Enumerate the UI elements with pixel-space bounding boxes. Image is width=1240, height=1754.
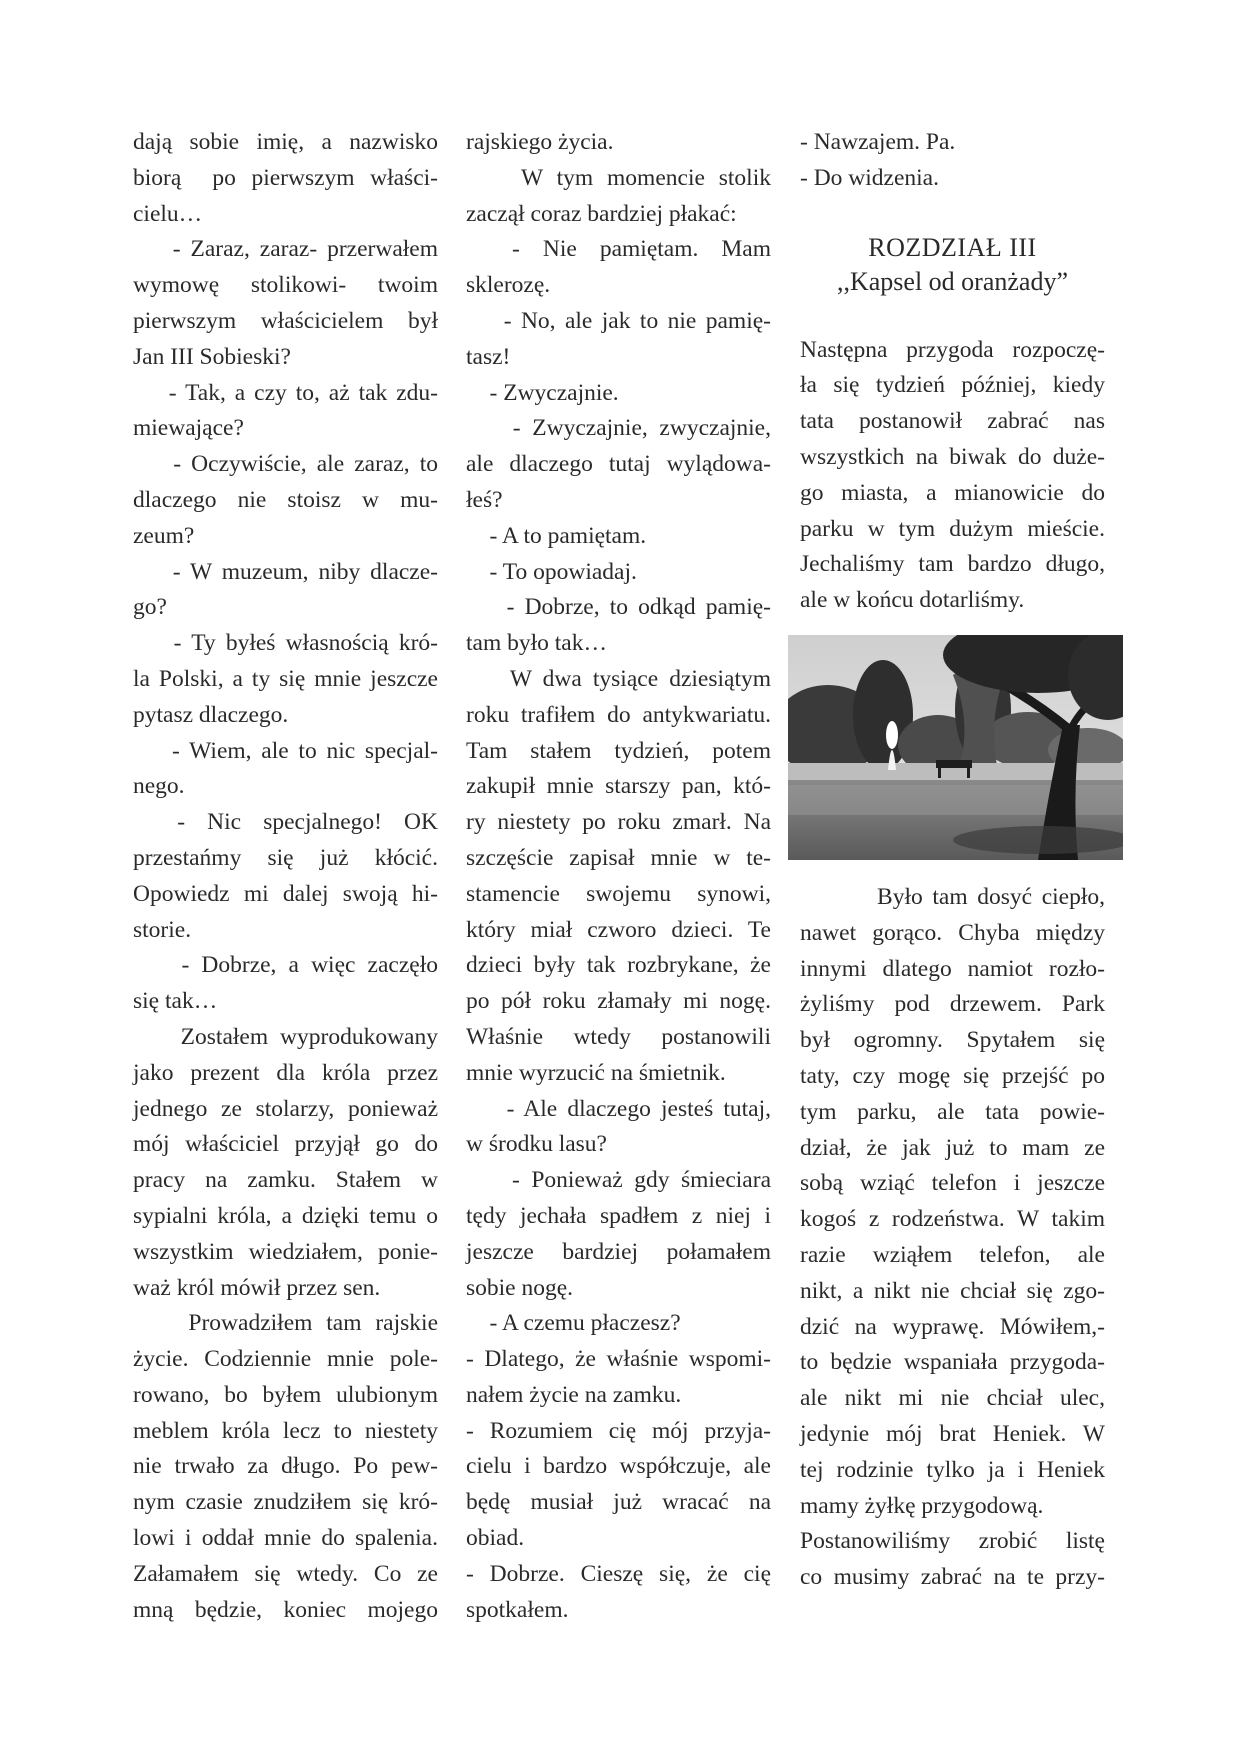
text-line: - W muzeum, niby dlacze-: [133, 558, 438, 585]
text-line: obiad.: [466, 1525, 525, 1552]
text-line: - Ty byłeś własnością kró-: [133, 630, 438, 657]
text-line: - Oczywiście, ale zaraz, to: [133, 451, 438, 478]
text-line: tym parku, ale tata powie-: [800, 1098, 1105, 1125]
text-line: nikt, a nikt nie chciał się zgo-: [800, 1277, 1105, 1304]
text-line: Jan III Sobieski?: [133, 343, 291, 370]
chapter-title: ROZDZIAŁ III: [868, 232, 1037, 262]
text-line: mną będzie, koniec mojego: [133, 1596, 438, 1623]
text-line: sobą wziąć telefon i jeszcze: [800, 1170, 1105, 1197]
text-line: W dwa tysiące dziesiątym: [466, 665, 771, 692]
text-line: nego.: [133, 773, 185, 800]
text-line: - Dlatego, że właśnie wspomi-: [466, 1346, 771, 1373]
text-line: - Zwyczajnie, zwyczajnie,: [466, 415, 771, 442]
text-line: storie.: [133, 916, 192, 943]
text-line: taty, czy mogę się przejść po: [800, 1062, 1105, 1089]
text-line: Tam stałem tydzień, potem: [466, 737, 771, 764]
text-line: po pół roku złamały mi nogę.: [466, 988, 771, 1015]
text-line: ale dlaczego tutaj wylądowa-: [466, 451, 771, 478]
text-line: Jechaliśmy tam bardzo długo,: [800, 551, 1105, 578]
text-line: nałem życie na zamku.: [466, 1381, 682, 1408]
text-line: - Zwyczajnie.: [466, 379, 619, 406]
text-line: przestańmy się już kłócić.: [133, 844, 438, 871]
text-line: Następna przygoda rozpoczę-: [800, 336, 1105, 363]
text-line: pracy na zamku. Stałem w: [133, 1167, 438, 1194]
text-line: sobie nogę.: [466, 1274, 574, 1301]
chapter-paragraph: [800, 333, 1105, 619]
text-line: dzieci były tak rozbrykane, że: [466, 952, 771, 979]
text-line: ry niestety po roku zmarł. Na: [466, 809, 771, 836]
text-line: - Dobrze. Cieszę się, że cię: [466, 1560, 771, 1587]
text-line: był ogromny. Spytałem się: [800, 1027, 1105, 1054]
text-line: łeś?: [466, 486, 503, 513]
text-line: rowano, bo byłem ulubionym: [133, 1381, 438, 1408]
text-line: - Tak, a czy to, aż tak zdu-: [133, 379, 438, 406]
text-line: tata postanowił zabrać nas: [800, 408, 1105, 435]
text-line: go miasta, a mianowicie do: [800, 479, 1105, 506]
text-line: tej rodzinie tylko ja i Heniek: [800, 1456, 1105, 1483]
text-line: - Wiem, ale to nic specjal-: [133, 737, 438, 764]
text-line: wymowę stolikowi- twoim: [133, 272, 438, 299]
text-line: - Dobrze, to odkąd pamię-: [466, 594, 771, 621]
text-line: dzić na wyprawę. Mówiłem,-: [800, 1313, 1105, 1340]
park-photo: [788, 635, 1123, 860]
text-line: lowi i oddał mnie do spalenia.: [133, 1525, 438, 1552]
text-line: zaczął coraz bardziej płakać:: [466, 200, 737, 227]
text-line: parku w tym dużym mieście.: [800, 515, 1105, 542]
text-line: - Nie pamiętam. Mam: [466, 236, 771, 263]
text-line: jako prezent dla króla przez: [133, 1059, 438, 1086]
text-line: dział, że jak już to mam ze: [800, 1134, 1105, 1161]
chapter-paragraph: [800, 880, 1105, 1596]
text-line: tasz!: [466, 343, 511, 370]
text-line: Zostałem wyprodukowany: [133, 1023, 438, 1050]
text-line: ale nikt mi nie chciał ulec,: [800, 1385, 1105, 1412]
text-line: Właśnie wtedy postanowili: [466, 1023, 771, 1050]
text-line: który miał czworo dzieci. Te: [466, 916, 771, 943]
text-column-1: [133, 125, 438, 1628]
text-line: mnie wyrzucić na śmietnik.: [466, 1059, 726, 1086]
text-line: pierwszym właścicielem był: [133, 307, 438, 334]
chapter-subtitle: ,,Kapsel od oranżady”: [836, 266, 1069, 296]
text-line: - To opowiadaj.: [466, 558, 637, 585]
text-line: jedynie mój brat Heniek. W: [800, 1420, 1105, 1447]
text-line: - Dobrze, a więc zaczęło: [133, 952, 438, 979]
text-line: - No, ale jak to nie pamię-: [466, 307, 771, 334]
text-line: Prowadziłem tam rajskie: [133, 1310, 438, 1337]
text-line: - Ale dlaczego jesteś tutaj,: [466, 1095, 771, 1122]
text-line: mój właściciel przyjął go do: [133, 1131, 438, 1158]
text-line: ale w końcu dotarliśmy.: [800, 587, 1025, 614]
text-line: - A czemu płaczesz?: [466, 1310, 681, 1337]
text-column-3: [800, 125, 1105, 1596]
text-line: sklerozę.: [466, 272, 551, 299]
text-line: Postanowiliśmy zrobić listę: [800, 1528, 1105, 1555]
text-line: rajskiego życia.: [466, 129, 614, 155]
text-line: - Ponieważ gdy śmieciara: [466, 1167, 771, 1194]
text-line: pytasz dlaczego.: [133, 701, 289, 728]
text-line: w środku lasu?: [466, 1131, 607, 1158]
text-line: życie. Codziennie mnie pole-: [133, 1346, 438, 1373]
text-line: Było tam dosyć ciepło,: [800, 883, 1105, 910]
text-line: biorą po pierwszym właści-: [133, 164, 438, 191]
text-line: będę musiał już wracać na: [466, 1489, 771, 1516]
text-line: jednego ze stolarzy, ponieważ: [133, 1095, 438, 1122]
text-line: stamencie swojemu synowi,: [466, 880, 771, 907]
text-line: mamy żyłkę przygodową.: [800, 1492, 1044, 1519]
text-line: wszystkim wiedziałem, ponie-: [133, 1238, 438, 1265]
text-line: dają sobie imię, a nazwisko: [133, 129, 438, 155]
text-line: la Polski, a ty się mnie jeszcze: [133, 665, 438, 692]
text-line: - Rozumiem cię mój przyja-: [466, 1417, 771, 1444]
text-line: wszystkich na biwak do duże-: [800, 443, 1105, 470]
text-line: co musimy zabrać na te przy-: [800, 1564, 1105, 1591]
text-line: miewające?: [133, 415, 244, 442]
text-line: razie wziąłem telefon, ale: [800, 1241, 1105, 1268]
text-line: tam było tak…: [466, 630, 607, 657]
text-line: go?: [133, 594, 167, 621]
text-column-2: [466, 125, 771, 1628]
text-line: nie trwało za długo. Po pew-: [133, 1453, 438, 1480]
text-line: ła się tydzień później, kiedy: [800, 372, 1105, 399]
text-line: cielu i bardzo współczuje, ale: [466, 1453, 771, 1480]
text-line: Opowiedz mi dalej swoją hi-: [133, 880, 438, 907]
text-line: - Zaraz, zaraz- przerwałem: [133, 236, 438, 263]
text-line: - Nic specjalnego! OK: [133, 809, 438, 836]
text-line: się tak…: [133, 988, 218, 1015]
text-line: nym czasie znudziłem się kró-: [133, 1489, 438, 1516]
text-line: sypialni króla, a dzięki temu o: [133, 1202, 438, 1229]
text-line: Załamałem się wtedy. Co ze: [133, 1560, 438, 1587]
text-line: to będzie wspaniała przygoda-: [800, 1349, 1105, 1376]
text-line: meblem króla lecz to niestety: [133, 1417, 438, 1444]
text-line: innymi dlatego namiot rozło-: [800, 955, 1105, 982]
text-line: spotkałem.: [466, 1596, 569, 1623]
text-line: tędy jechała spadłem z niej i: [466, 1202, 771, 1229]
text-line: żyliśmy pod drzewem. Park: [800, 991, 1105, 1018]
text-line: waż król mówił przez sen.: [133, 1274, 381, 1301]
text-line: - A to pamiętam.: [466, 522, 647, 549]
text-line: kogoś z rodzeństwa. W takim: [800, 1206, 1105, 1233]
text-line: roku trafiłem do antykwariatu.: [466, 701, 771, 728]
text-line: nawet gorąco. Chyba między: [800, 919, 1105, 946]
text-line: - Nawzajem. Pa.: [800, 129, 956, 155]
text-line: zeum?: [133, 522, 195, 549]
text-line: - Do widzenia.: [800, 164, 939, 191]
dialogue-closing-lines: [800, 125, 1105, 197]
text-line: szczęście zapisał mnie w te-: [466, 844, 771, 871]
text-line: jeszcze bardziej połamałem: [466, 1238, 771, 1265]
text-line: zakupił mnie starszy pan, któ-: [466, 773, 771, 800]
text-line: W tym momencie stolik: [466, 164, 771, 191]
text-line: dlaczego nie stoisz w mu-: [133, 486, 438, 513]
text-line: cielu…: [133, 200, 203, 227]
